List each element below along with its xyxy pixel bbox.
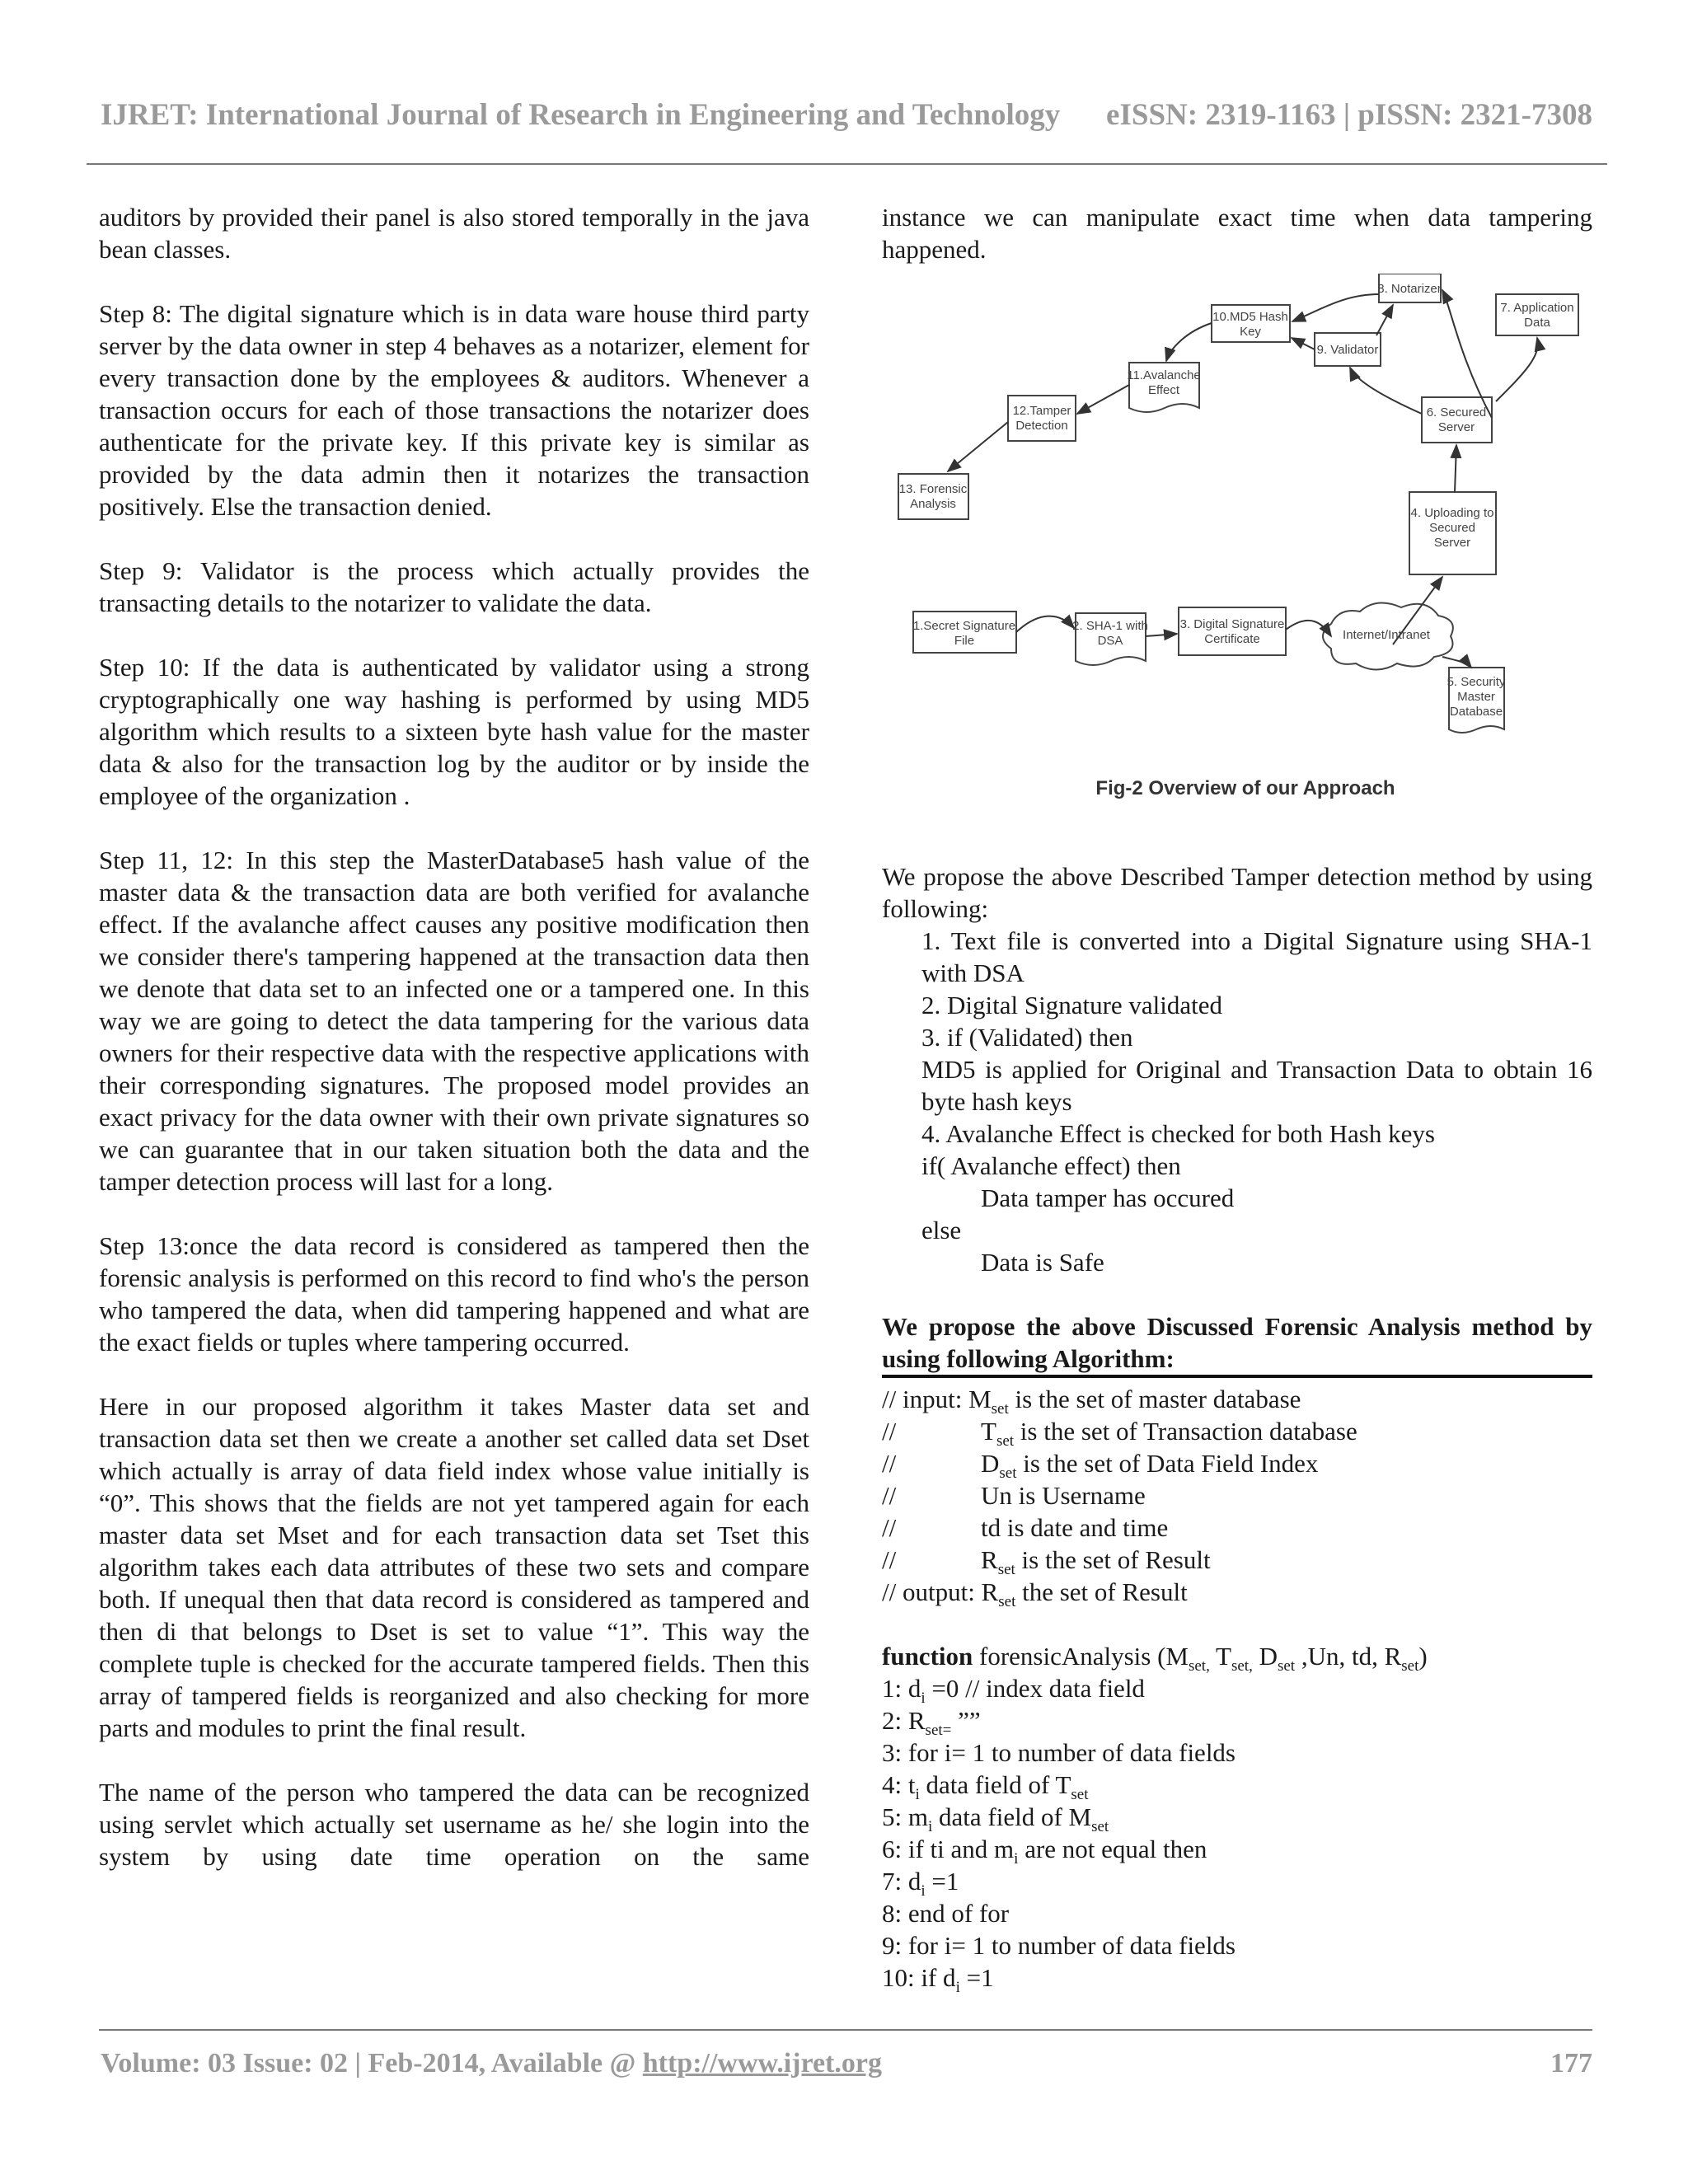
issn: eISSN: 2319-1163 | pISSN: 2321-7308 (1106, 98, 1592, 132)
algo-line: D (981, 1449, 1000, 1478)
algo-step (882, 1833, 1592, 1868)
figure-caption: Fig-2 Overview of our Approach (1095, 777, 1395, 799)
algo-line: ,Un, td, R (1295, 1642, 1402, 1671)
algo-line: 5: m (882, 1802, 928, 1831)
paragraph: We propose the above Described Tamper detection method by using following: (882, 862, 1592, 923)
header-rule (87, 163, 1607, 165)
algo-line: is the set of Transaction database (1014, 1417, 1357, 1446)
algo-line: 7: d (882, 1867, 921, 1896)
algo-step (882, 1769, 1592, 1804)
algo-line: // output: R (882, 1577, 999, 1606)
box-digital-certificate (1179, 607, 1286, 655)
subscript: i (1014, 1850, 1019, 1868)
subscript: i (921, 1882, 926, 1900)
subscript: i (927, 1818, 933, 1836)
node-label: 1.Secret Signature (912, 619, 1016, 633)
figure-overview (882, 274, 1592, 842)
subscript: i (955, 1979, 960, 1997)
algo-line: =1 (925, 1867, 959, 1896)
algo-line: is the set of Data Field Index (1016, 1449, 1319, 1478)
algo-step (882, 1704, 1592, 1740)
running-footer (101, 2048, 1592, 2079)
approach-diagram (882, 274, 1592, 842)
node-label: DSA (1097, 634, 1123, 648)
node-label: 10.MD5 Hash (1212, 310, 1288, 324)
algorithm-rule (882, 1375, 1592, 1378)
node-label: 11.Avalanche (1127, 368, 1201, 382)
comment-slash: // (882, 1449, 897, 1478)
paragraph-servlet: The name of the person who tampered the data can be recognized using servlet which actually set username as he/ she login into the system by using date time operation on the same (99, 1778, 809, 1871)
subscript: set (991, 1400, 1009, 1418)
algo-step (882, 1672, 1592, 1708)
algo-line: forensicAnalysis (M (973, 1642, 1189, 1671)
node-label: 5. Security (1447, 675, 1506, 689)
algo-line: =0 // index data field (925, 1674, 1145, 1703)
node-label: 12.Tamper (1012, 404, 1071, 418)
algo-step: 8: end of for (882, 1899, 1010, 1928)
node-label: 4. Uploading to (1410, 506, 1494, 520)
node-label: Analysis (910, 497, 956, 511)
subscript: set (1091, 1818, 1109, 1836)
node-label: 9. Validator (1316, 343, 1379, 357)
algo-line: 6: if ti and m (882, 1835, 1015, 1863)
algorithm-title: We propose the above Discussed Forensic Analysis method by using following Algorithm: (882, 1312, 1592, 1373)
subscript: set, (1231, 1657, 1253, 1675)
algo-line: the set of Result (1015, 1577, 1188, 1606)
list-item: 3. if (Validated) then (921, 1023, 1133, 1052)
comment-slash: // (882, 1545, 897, 1574)
subscript: set (1277, 1657, 1296, 1675)
algo-line: 4: t (882, 1770, 916, 1799)
algo-line: // input: M (882, 1385, 992, 1413)
algorithm-body (882, 1640, 1592, 1997)
subscript: set (997, 1561, 1015, 1579)
list-item: 4. Avalanche Effect is checked for both Hash keys (921, 1119, 1435, 1148)
subscript: set, (1188, 1657, 1210, 1675)
algo-line: td is date and time (981, 1513, 1169, 1542)
node-label: Master (1457, 690, 1495, 704)
subscript: set (1401, 1657, 1419, 1675)
paragraph-algorithm-description: Here in our proposed algorithm it takes Master data set and transaction data set then we create a another set called data set Dset which actually is array of data field index whose value initially is “0”. This shows that the fields are not yet tampered again for each master data set Mset and for each transaction data set Tset this algorithm takes each data attributes of these two sets and compare both. If unequal then that data record is considered as tampered and then di that belongs to Dset is set to value “1”. This way the complete tuple is checked for the accurate tampered fields. Then this array of tampered fields is reorganized and also checking for more parts and modules to print the final result. (99, 1392, 809, 1742)
node-label: 3. Digital Signature (1179, 617, 1285, 631)
page-number: 177 (1550, 2048, 1592, 2079)
subscript: set= (925, 1722, 952, 1740)
subscript: i (921, 1690, 926, 1708)
running-header (101, 97, 1592, 133)
node-label: Detection (1015, 419, 1068, 433)
keyword: function (882, 1642, 973, 1671)
algo-step (882, 1801, 1592, 1836)
list-item: MD5 is applied for Original and Transaction Data to obtain 16 byte hash keys (921, 1055, 1592, 1116)
list-item: 2. Digital Signature validated (921, 991, 1223, 1019)
subscript: set (998, 1593, 1016, 1611)
journal-title: IJRET: International Journal of Research in Engineering and Technology (101, 98, 1061, 132)
node-label: Internet/Intranet (1343, 628, 1430, 642)
paragraph: auditors by provided their panel is also stored temporally in the java bean classes. (99, 203, 809, 264)
algo-line: 1: d (882, 1674, 921, 1703)
algo-step (882, 1961, 1592, 1997)
algo-line: =1 (959, 1963, 994, 1992)
paragraph-step-9: Step 9: Validator is the process which actually provides the transacting details to the notarizer to validate the data. (99, 556, 809, 617)
algo-step: 3: for i= 1 to number of data fields (882, 1738, 1236, 1767)
list-item: if( Avalanche effect) then (921, 1151, 1181, 1180)
subscript: set (999, 1465, 1017, 1483)
algo-line: D (1252, 1642, 1278, 1671)
comment-slash: // (882, 1481, 897, 1510)
algo-line: are not equal then (1018, 1835, 1207, 1863)
comment-slash: // (882, 1417, 897, 1446)
node-label: 13. Forensic (898, 482, 968, 496)
journal-link[interactable]: http://www.ijret.org (642, 2048, 882, 2079)
algo-line: data field of M (932, 1802, 1092, 1831)
function-signature (882, 1640, 1592, 1675)
algorithm-comments (882, 1383, 1592, 1611)
node-label: Certificate (1204, 632, 1260, 646)
node-label: Secured (1429, 521, 1475, 535)
node-label: 2. SHA-1 with (1072, 619, 1148, 633)
algo-line: ”” (951, 1706, 981, 1735)
list-item: else (921, 1216, 962, 1244)
algo-line: T (981, 1417, 996, 1446)
footer-rule (99, 2029, 1592, 2031)
algo-line: 10: if d (882, 1963, 956, 1992)
algo-step: 9: for i= 1 to number of data fields (882, 1931, 1236, 1960)
algo-line: T (1209, 1642, 1231, 1671)
subscript: i (915, 1786, 920, 1804)
algo-line: is the set of Result (1015, 1545, 1211, 1574)
node-label: File (954, 634, 975, 648)
algo-line: R (981, 1545, 998, 1574)
algo-line: Un is Username (981, 1481, 1146, 1510)
node-label: Key (1240, 325, 1261, 339)
algo-line: 2: R (882, 1706, 926, 1735)
node-label: Server (1433, 536, 1471, 550)
node-label: 7. Application (1500, 301, 1574, 315)
algo-line: ) (1418, 1642, 1428, 1671)
algo-step (882, 1865, 1592, 1900)
list-item: Data tamper has occured (981, 1183, 1235, 1212)
left-column (99, 201, 809, 1905)
node-label: Data (1524, 316, 1550, 330)
node-label: Effect (1147, 383, 1180, 397)
paragraph-step-8: Step 8: The digital signature which is in data ware house third party server by the data owner in step 4 behaves as a notarizer, element for every transaction done by the employees & auditors. Whenever a transaction occurs for each of those transactions the notarizer does authenticate for the private key. If this private key is similar as provided by the data admin then it notarizes the transaction positively. Else the transaction denied. (99, 299, 809, 521)
right-column (882, 201, 1592, 1997)
algo-line: is the set of master database (1008, 1385, 1301, 1413)
list-item: 1. Text file is converted into a Digital Signature using SHA-1 with DSA (921, 926, 1592, 987)
paragraph-step-11-12: Step 11, 12: In this step the MasterDatabase5 hash value of the master data & the transaction data are both verified for avalanche effect. If the avalanche affect causes any positive modification then we consider there's tampering happened at the transaction data then we denote that data set to an infected one or a tampered one. In this way we are going to detect the data tampering for the various data owners for their respective data with the respective applications with their corresponding signatures. The proposed model provides an exact privacy for the data owner with their own private signatures so we can guarantee that in our taken situation both the data and the tamper detection process will last for a long. (99, 846, 809, 1196)
node-label: Server (1437, 420, 1475, 434)
node-label: 6. Secured (1426, 405, 1487, 419)
paragraph-step-10: Step 10: If the data is authenticated by validator using a strong cryptographically one way hashing is performed by using MD5 algorithm which results to a sixteen byte hash value for the master data & also for the transaction log by the auditor or by inside the employee of the organization . (99, 653, 809, 810)
node-label: Database (1449, 705, 1503, 719)
procedure-list (882, 925, 1592, 1278)
paragraph: instance we can manipulate exact time when data tampering happened. (882, 203, 1592, 264)
node-label: 8. Notarizer (1377, 282, 1442, 296)
algo-line: data field of T (919, 1770, 1071, 1799)
list-item: Data is Safe (981, 1248, 1104, 1277)
comment-slash: // (882, 1513, 897, 1542)
paragraph-step-13: Step 13:once the data record is considered as tampered then the forensic analysis is performed on this record to find who's the person who tampered the data, when did tampering happened and what are the exact fields or tuples where tampering occurred. (99, 1231, 809, 1357)
subscript: set (996, 1432, 1015, 1451)
footer-volume: Volume: 03 Issue: 02 | Feb-2014, Available @ (101, 2048, 643, 2079)
subscript: set (1071, 1786, 1089, 1804)
